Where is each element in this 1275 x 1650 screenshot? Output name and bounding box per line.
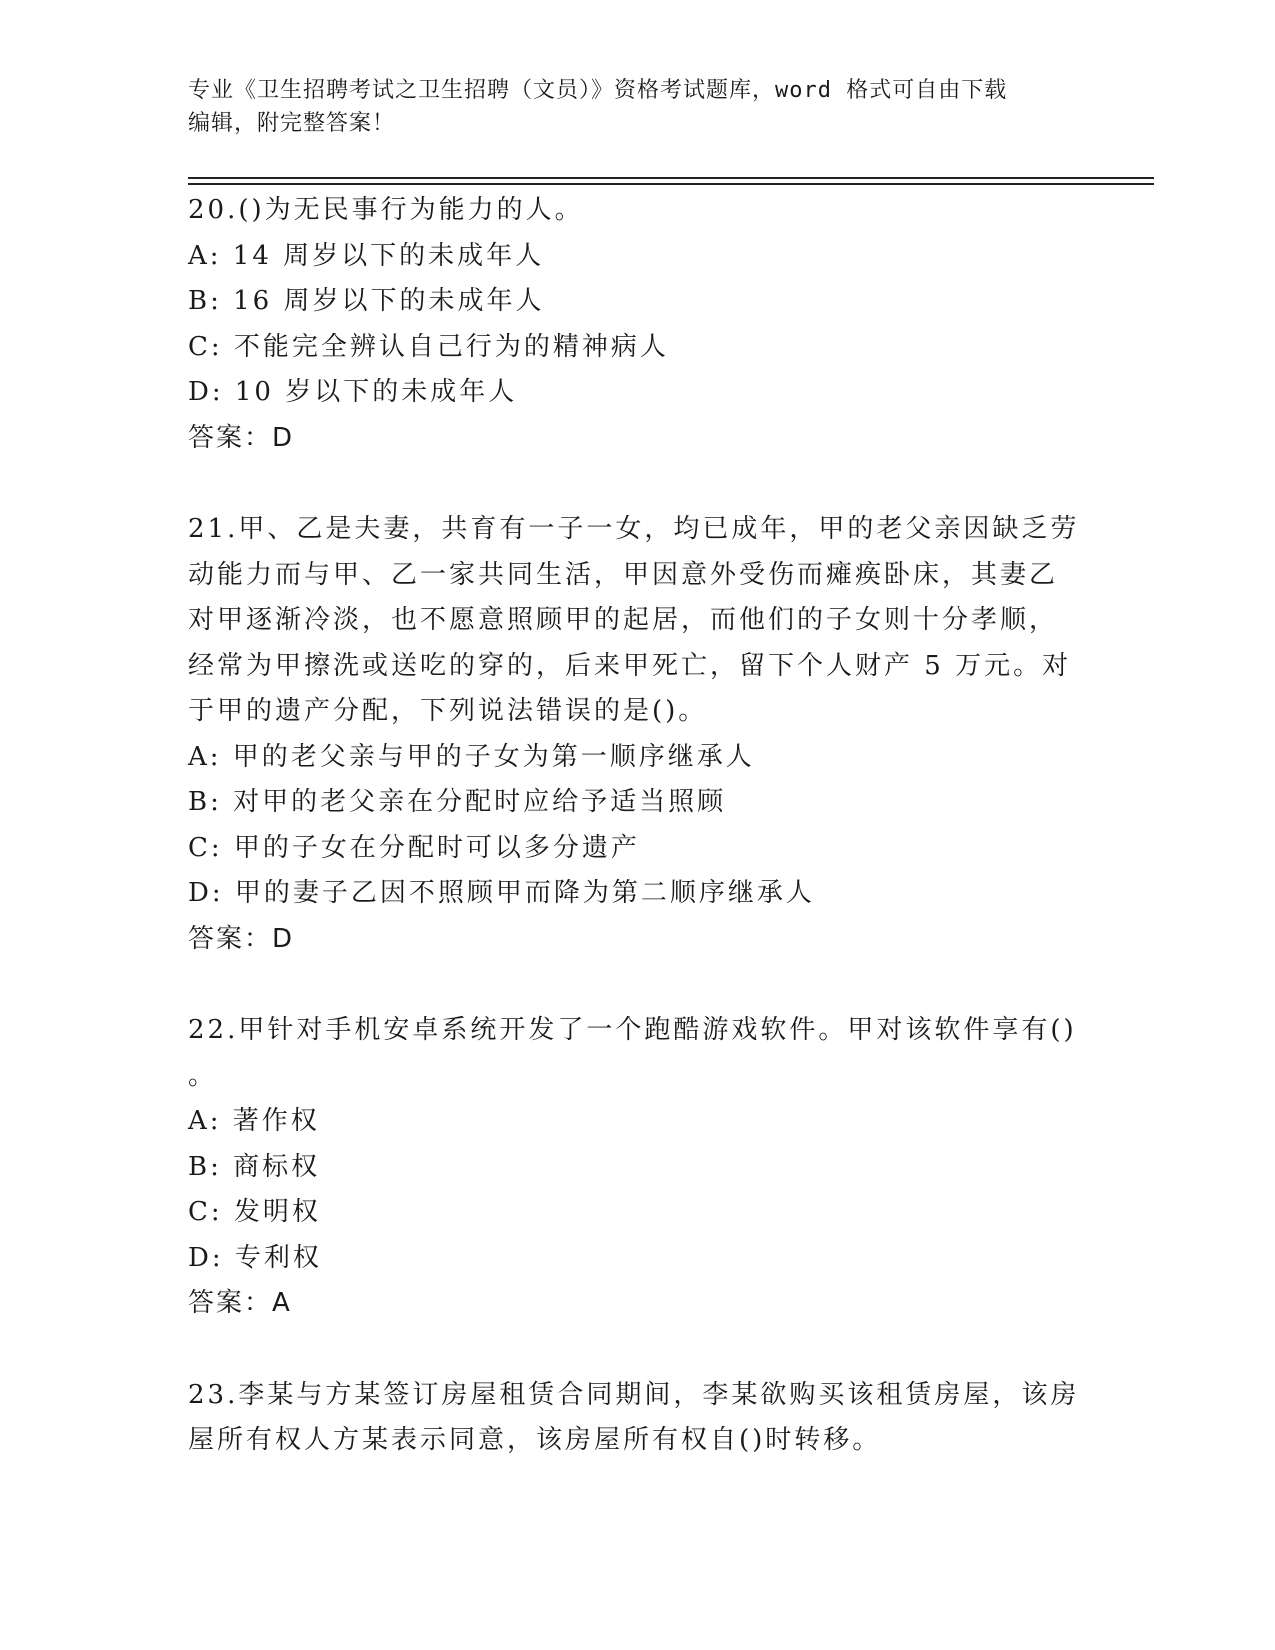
option-b: B: 商标权 bbox=[188, 1151, 321, 1182]
question-stem-line-5: 于甲的遗产分配，下列说法错误的是()。 bbox=[188, 696, 708, 726]
option-a: A: 著作权 bbox=[188, 1106, 320, 1136]
question-21 bbox=[188, 507, 1088, 962]
question-stem-line-1: 21.甲、乙是夫妻，共育有一子一女，均已成年，甲的老父亲因缺乏劳 bbox=[188, 514, 1080, 544]
question-22 bbox=[188, 1008, 1088, 1327]
header-line-1: 专业《卫生招聘考试之卫生招聘（文员）》资格考试题库，word 格式可自由下载 bbox=[188, 78, 1008, 103]
option-b: B: 16 周岁以下的未成年人 bbox=[188, 286, 545, 316]
question-stem-line-1: 23.李某与方某签订房屋租赁合同期间，李某欲购买该租赁房屋，该房 bbox=[188, 1379, 1080, 1410]
option-a: A: 甲的老父亲与甲的子女为第一顺序继承人 bbox=[188, 741, 755, 772]
question-stem: 20.()为无民事行为能力的人。 bbox=[188, 195, 584, 225]
option-b: B: 对甲的老父亲在分配时应给予适当照顾 bbox=[188, 787, 727, 817]
question-23 bbox=[188, 1373, 1088, 1464]
answer-label: 答案：D bbox=[188, 923, 295, 954]
question-20 bbox=[188, 188, 1088, 461]
option-d: D: 10 岁以下的未成年人 bbox=[188, 377, 518, 407]
option-c: C: 不能完全辨认自己行为的精神病人 bbox=[188, 331, 669, 362]
question-stem-line-2: 。 bbox=[188, 1060, 218, 1091]
option-d: D: 甲的妻子乙因不照顾甲而降为第二顺序继承人 bbox=[188, 878, 815, 908]
header-divider-top bbox=[188, 177, 1154, 179]
question-stem-line-2: 屋所有权人方某表示同意，该房屋所有权自()时转移。 bbox=[188, 1425, 882, 1455]
header-line-2: 编辑，附完整答案！ bbox=[188, 111, 396, 136]
question-stem-line-1: 22.甲针对手机安卓系统开发了一个跑酷游戏软件。甲对该软件享有() bbox=[188, 1015, 1077, 1045]
question-list bbox=[188, 188, 1088, 1510]
option-c: C: 甲的子女在分配时可以多分遗产 bbox=[188, 832, 640, 863]
answer-label: 答案：D bbox=[188, 422, 295, 453]
header-divider-bottom bbox=[188, 183, 1154, 185]
option-c: C: 发明权 bbox=[188, 1197, 321, 1227]
option-a: A: 14 周岁以下的未成年人 bbox=[188, 240, 545, 271]
question-stem-line-3: 对甲逐渐冷淡，也不愿意照顾甲的起居，而他们的子女则十分孝顺， bbox=[188, 605, 1059, 635]
question-stem-line-4: 经常为甲擦洗或送吃的穿的，后来甲死亡，留下个人财产 5 万元。对 bbox=[188, 650, 1072, 681]
question-stem-line-2: 动能力而与甲、乙一家共同生活，甲因意外受伤而瘫痪卧床，其妻乙 bbox=[188, 559, 1059, 590]
answer-label: 答案：A bbox=[188, 1288, 292, 1318]
document-header bbox=[188, 74, 1068, 140]
option-d: D: 专利权 bbox=[188, 1242, 322, 1273]
